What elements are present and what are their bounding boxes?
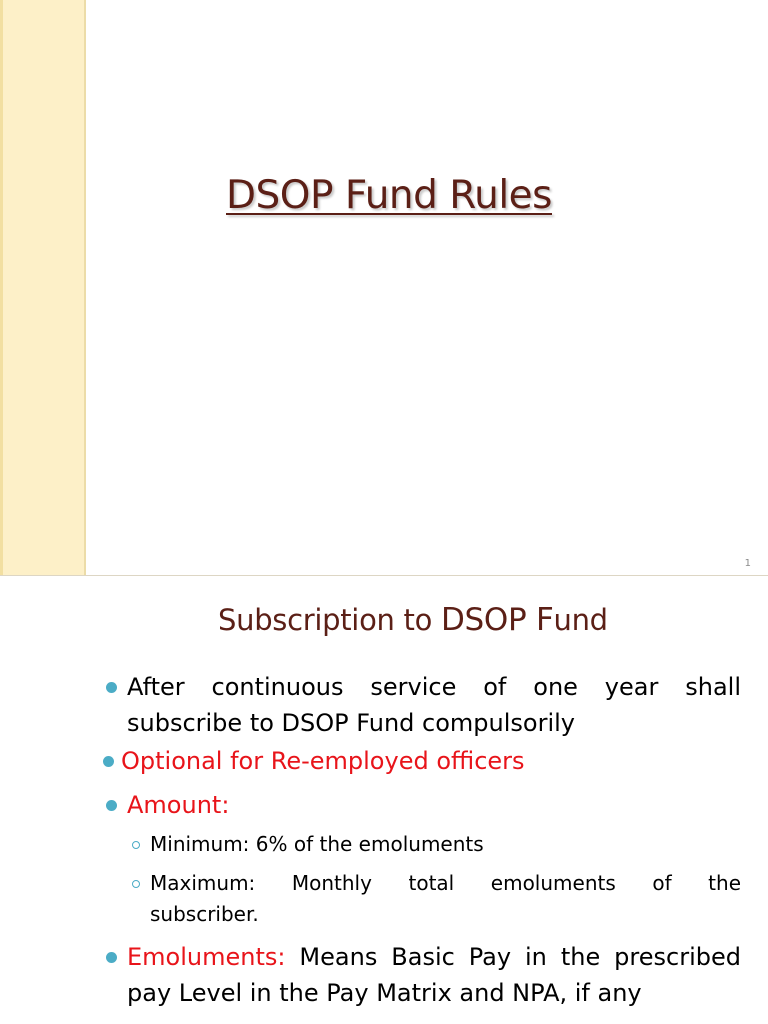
- bullet-emoluments: [127, 939, 741, 1011]
- sub-2-line-2: subscriber.: [150, 902, 259, 926]
- slide-title: DSOP Fund Rules: [226, 173, 552, 218]
- bullet-4-line-2: pay Level in the Pay Matrix and NPA, if any: [127, 979, 642, 1007]
- sub-bullet-ring-icon: [132, 880, 140, 888]
- slide-2-title: [218, 600, 608, 640]
- slide-number: 1: [744, 558, 751, 569]
- title-dsop: DSOP F: [440, 602, 554, 638]
- bullet-4-line-1: [127, 939, 741, 975]
- bullet-dot-icon: [106, 682, 117, 693]
- bullet-dot-icon: [103, 756, 114, 767]
- sub-1-text: Minimum: 6% of the emoluments: [150, 832, 484, 856]
- bullet-after-continuous-service: [127, 669, 741, 741]
- bullet-1-line-1: After continuous service of one year shall: [127, 673, 741, 701]
- bullet-amount: [127, 787, 741, 823]
- bullet-2-text: Optional for Re-employed officers: [121, 747, 525, 775]
- bullet-dot-icon: [106, 952, 117, 963]
- slide-side-band: [0, 0, 86, 575]
- sub-bullet-minimum: [150, 829, 741, 860]
- sub-bullet-ring-icon: [132, 841, 140, 849]
- title-prefix: Subscription to: [218, 603, 441, 637]
- bullet-3-text: Amount:: [127, 791, 230, 819]
- emoluments-label: Emoluments:: [127, 943, 286, 971]
- title-suffix: und: [553, 603, 608, 637]
- bullet-dot-icon: [106, 800, 117, 811]
- emoluments-definition: Means Basic Pay in the prescribed: [299, 943, 741, 971]
- bullet-optional-reemployed: [121, 743, 741, 779]
- sub-2-line-1: Maximum: Monthly total emoluments of the: [150, 871, 741, 895]
- bullet-1-line-2: subscribe to DSOP Fund compulsorily: [127, 709, 575, 737]
- sub-bullet-maximum: [150, 868, 741, 930]
